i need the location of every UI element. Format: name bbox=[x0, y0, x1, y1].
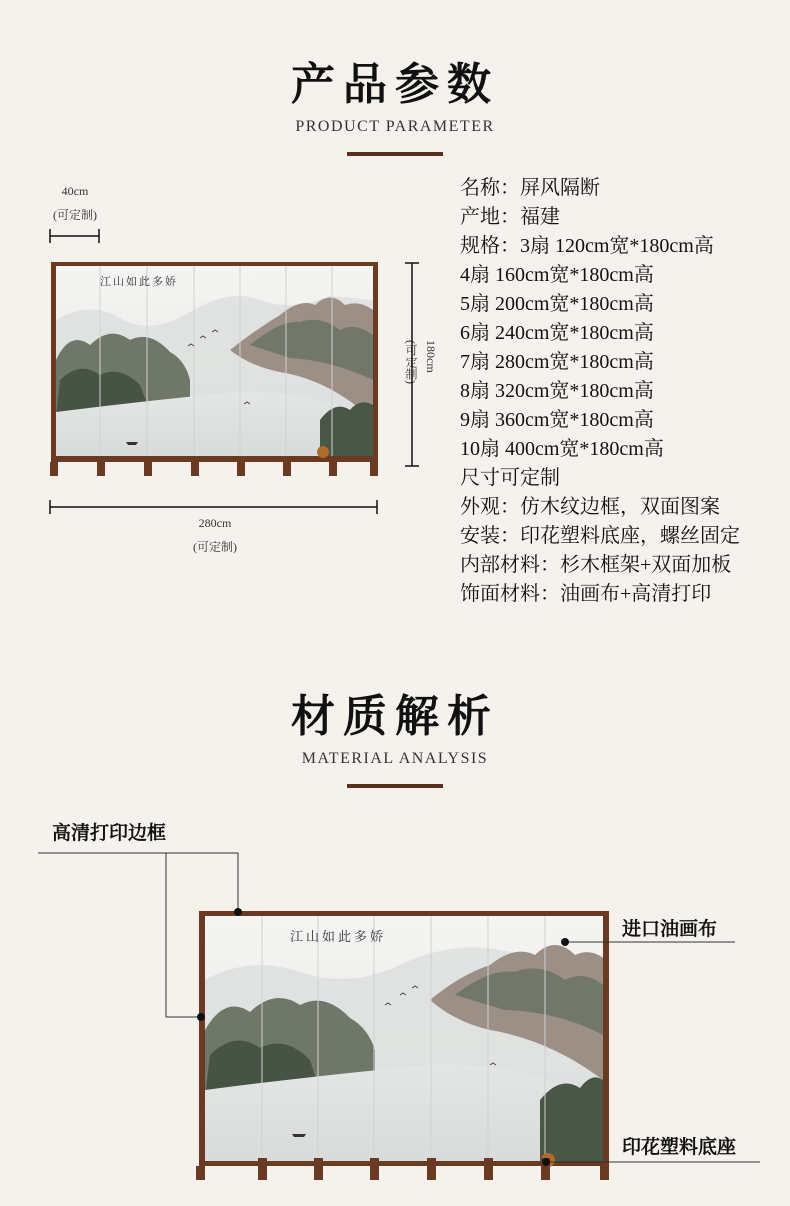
spec-inner-material: 内部材料：杉木框架+双面加板 bbox=[460, 554, 732, 576]
spec-size-8: 8扇 320cm宽*180cm高 bbox=[460, 380, 654, 402]
spec-size-9: 9扇 360cm宽*180cm高 bbox=[460, 409, 654, 431]
folding-screen-product bbox=[50, 262, 378, 476]
spec-origin: 产地：福建 bbox=[460, 206, 560, 228]
spec-surface-material: 饰面材料：油画布+高清打印 bbox=[460, 583, 712, 605]
width-total-note: (可定制) bbox=[193, 540, 237, 554]
screen-inscription-2: 江山如此多娇 bbox=[290, 930, 387, 945]
spec-name: 名称：屏风隔断 bbox=[460, 177, 600, 199]
spec-size-4: 4扇 160cm宽*180cm高 bbox=[460, 264, 654, 286]
section-title-en: PRODUCT PARAMETER bbox=[295, 118, 495, 135]
material-analysis-heading bbox=[0, 680, 790, 788]
width-small-note: (可定制) bbox=[53, 208, 97, 222]
spec-size-6: 6扇 240cm宽*180cm高 bbox=[460, 322, 654, 344]
screen-inscription-1: 江山如此多娇 bbox=[100, 275, 178, 288]
height-note: (可定制) bbox=[404, 340, 418, 384]
spec-list bbox=[460, 174, 740, 609]
section-title-cn: 材质解析 bbox=[291, 691, 499, 742]
spec-size-7: 7扇 280cm宽*180cm高 bbox=[460, 351, 654, 373]
spec-size-5: 5扇 200cm宽*180cm高 bbox=[460, 293, 654, 315]
spec-size-3: 规格：3扇 120cm宽*180cm高 bbox=[460, 235, 714, 257]
folding-screen-detail bbox=[196, 911, 609, 1180]
section-title-cn: 产品参数 bbox=[291, 59, 499, 110]
callout-base: 印花塑料底座 bbox=[622, 1136, 737, 1158]
spec-installation: 安装：印花塑料底座，螺丝固定 bbox=[460, 525, 740, 547]
title-divider bbox=[347, 784, 443, 788]
callout-canvas: 进口油画布 bbox=[622, 918, 718, 940]
callout-frame: 高清打印边框 bbox=[52, 822, 167, 844]
width-total-label: 280cm bbox=[198, 516, 232, 530]
section-title-en: MATERIAL ANALYSIS bbox=[301, 750, 489, 767]
spec-appearance: 外观：仿木纹边框，双面图案 bbox=[460, 496, 720, 518]
height-label: 180cm bbox=[424, 340, 438, 373]
spec-customizable: 尺寸可定制 bbox=[460, 467, 560, 489]
spec-size-10: 10扇 400cm宽*180cm高 bbox=[460, 438, 664, 460]
width-small-label: 40cm bbox=[61, 184, 89, 198]
